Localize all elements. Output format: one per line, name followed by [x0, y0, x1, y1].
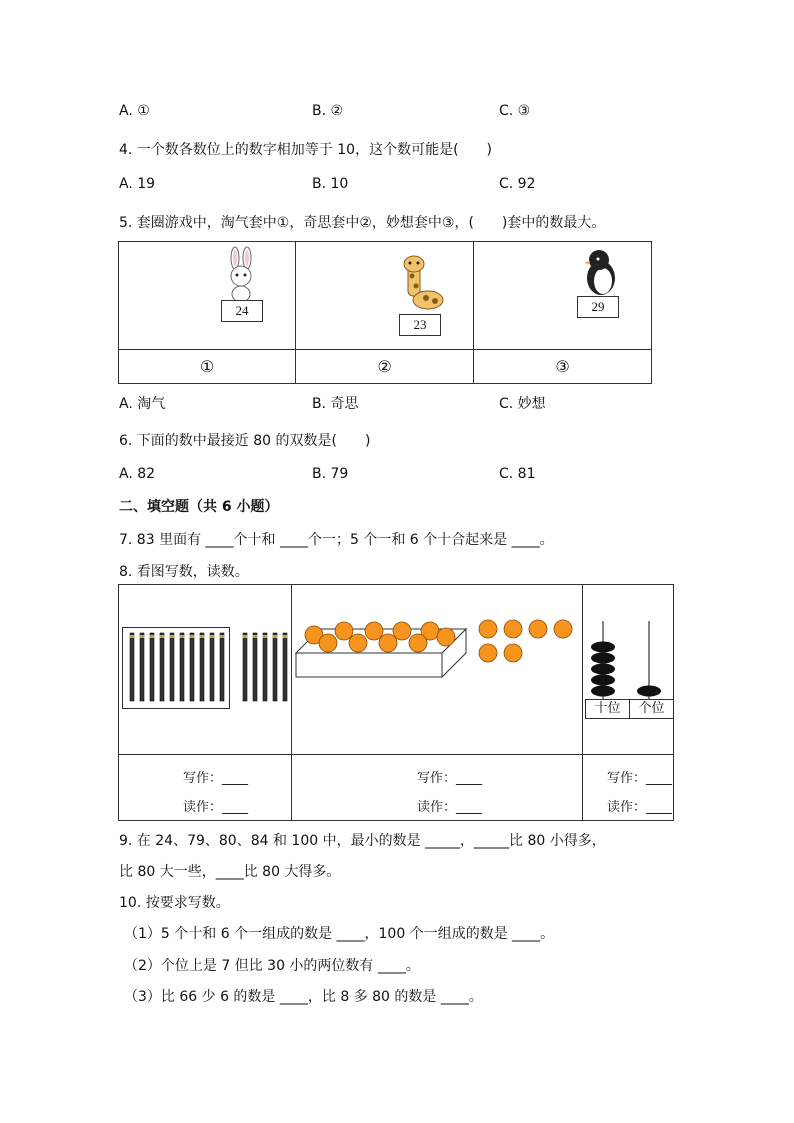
bundle-pen-band-1	[140, 635, 145, 638]
boxed-orange-3	[393, 622, 411, 640]
tens-bead-4	[591, 642, 615, 653]
q6-option-b: B. 79	[312, 466, 349, 482]
q5-option-a: A. 淘气	[119, 396, 166, 412]
loose-orange-2	[529, 620, 547, 638]
bundle-pen-band-9	[220, 635, 225, 638]
q5-cell-giraffe	[296, 242, 474, 350]
pens-figure	[119, 585, 291, 755]
pens-write-field[interactable]: 写作：____	[183, 771, 249, 786]
bundle-pen-7	[200, 633, 204, 701]
oranges-write-field[interactable]: 写作：____	[417, 771, 483, 786]
loose-orange-1	[504, 620, 522, 638]
loose-pen-1	[253, 633, 257, 701]
bundle-pen-2	[150, 633, 154, 701]
bundle-pen-band-4	[170, 635, 175, 638]
boxed-orange-9	[437, 628, 455, 646]
q4-option-c: C. 92	[499, 176, 536, 192]
boxed-orange-5	[319, 634, 337, 652]
q8-question: 8. 看图写数，读数。	[119, 564, 249, 580]
q8-cell-oranges	[292, 585, 583, 755]
boxed-orange-8	[409, 634, 427, 652]
tens-bead-3	[591, 653, 615, 664]
q5-cell-penguin	[474, 242, 652, 350]
loose-pen-band-0	[243, 635, 248, 638]
loose-pen-band-3	[273, 635, 278, 638]
tens-bead-0	[591, 686, 615, 697]
q4-question: 4. 一个数各数位上的数字相加等于 10，这个数可能是( )	[119, 142, 492, 158]
abacus-write-field[interactable]: 写作：____	[607, 771, 673, 786]
q5-label-2: ②	[296, 350, 474, 384]
loose-orange-5	[504, 644, 522, 662]
q10-item-1: （1）5 个十和 6 个一组成的数是 ____，100 个一组成的数是 ____。	[124, 926, 555, 942]
q10-title: 10. 按要求写数。	[119, 895, 230, 911]
q6-question: 6. 下面的数中最接近 80 的双数是( )	[119, 433, 371, 449]
oranges-read-field[interactable]: 读作：____	[417, 800, 483, 815]
q10-item-3: （3）比 66 少 6 的数是 ____，比 8 多 80 的数是 ____。	[124, 989, 483, 1005]
bundle-pen-band-2	[150, 635, 155, 638]
abacus-figure	[583, 585, 673, 755]
loose-pen-band-2	[263, 635, 268, 638]
abacus-label-tens: 十位	[586, 700, 630, 718]
abacus-label-ones: 个位	[638, 701, 665, 716]
bundle-pen-1	[140, 633, 144, 701]
q5-cell-rabbit	[119, 242, 296, 350]
loose-pen-band-1	[253, 635, 258, 638]
pens-read-field[interactable]: 读作：____	[183, 800, 249, 815]
rabbit-icon	[223, 246, 259, 302]
bundle-pen-band-5	[180, 635, 185, 638]
q4-option-b: B. 10	[312, 176, 349, 192]
orange-box-front	[296, 653, 442, 677]
q6-option-c: C. 81	[499, 466, 536, 482]
q9-line-1: 9. 在 24、79、80、84 和 100 中，最小的数是 _____，_____比 80 小得多，	[119, 833, 606, 849]
q10-item-2: （2）个位上是 7 但比 30 小的两位数有 ____。	[124, 958, 420, 974]
loose-orange-4	[479, 644, 497, 662]
ones-bead-0	[637, 686, 661, 697]
q8-table	[118, 584, 674, 821]
loose-pen-4	[283, 633, 287, 701]
bundle-pen-5	[180, 633, 184, 701]
bundle-pen-band-0	[130, 635, 135, 638]
bundle-pen-band-8	[210, 635, 215, 638]
tens-bead-1	[591, 675, 615, 686]
loose-pen-band-4	[283, 635, 288, 638]
giraffe-icon	[400, 254, 446, 314]
q7-question: 7. 83 里面有 ____个十和 ____个一；5 个一和 6 个十合起来是 ____。	[119, 532, 554, 548]
bundle-pen-3	[160, 633, 164, 701]
bundle-pen-4	[170, 633, 174, 701]
q3-option-b: B. ②	[312, 103, 344, 119]
q8-cell-pens	[119, 585, 292, 755]
boxed-orange-2	[365, 622, 383, 640]
loose-orange-0	[479, 620, 497, 638]
q5-label-1: ①	[119, 350, 296, 384]
q8-answer-oranges	[292, 755, 583, 821]
q5-option-b: B. 奇思	[312, 396, 359, 412]
bundle-pen-8	[210, 633, 214, 701]
q3-option-c: C. ③	[499, 103, 531, 119]
giraffe-number: 23	[399, 314, 441, 336]
oranges-figure	[292, 585, 582, 755]
q5-table	[118, 241, 652, 384]
bundle-pen-band-6	[190, 635, 195, 638]
q8-answer-abacus	[583, 755, 674, 821]
abacus-label-bar	[585, 699, 674, 719]
bundle-pen-6	[190, 633, 194, 701]
bundle-pen-band-7	[200, 635, 205, 638]
penguin-icon	[584, 248, 618, 296]
section-2-title: 二、填空题（共 6 小题）	[119, 499, 279, 515]
abacus-read-field[interactable]: 读作：____	[607, 800, 673, 815]
boxed-orange-6	[349, 634, 367, 652]
boxed-orange-7	[379, 634, 397, 652]
loose-pen-0	[243, 633, 247, 701]
q5-option-c: C. 妙想	[499, 396, 546, 412]
bundle-pen-9	[220, 633, 224, 701]
bundle-pen-0	[130, 633, 134, 701]
q3-option-a: A. ①	[119, 103, 150, 119]
q5-question: 5. 套圈游戏中，淘气套中①，奇思套中②，妙想套中③，( )套中的数最大。	[119, 215, 606, 231]
q4-option-a: A. 19	[119, 176, 156, 192]
q5-label-3: ③	[474, 350, 652, 384]
q8-answer-pens	[119, 755, 292, 821]
tens-bead-2	[591, 664, 615, 675]
boxed-orange-1	[335, 622, 353, 640]
loose-orange-3	[554, 620, 572, 638]
loose-pen-3	[273, 633, 277, 701]
q6-option-a: A. 82	[119, 466, 156, 482]
bundle-pen-band-3	[160, 635, 165, 638]
q9-line-2: 比 80 大一些，____比 80 大得多。	[119, 864, 341, 880]
loose-pen-2	[263, 633, 267, 701]
penguin-number: 29	[577, 296, 619, 318]
rabbit-number: 24	[221, 300, 263, 322]
q8-cell-abacus	[583, 585, 674, 755]
